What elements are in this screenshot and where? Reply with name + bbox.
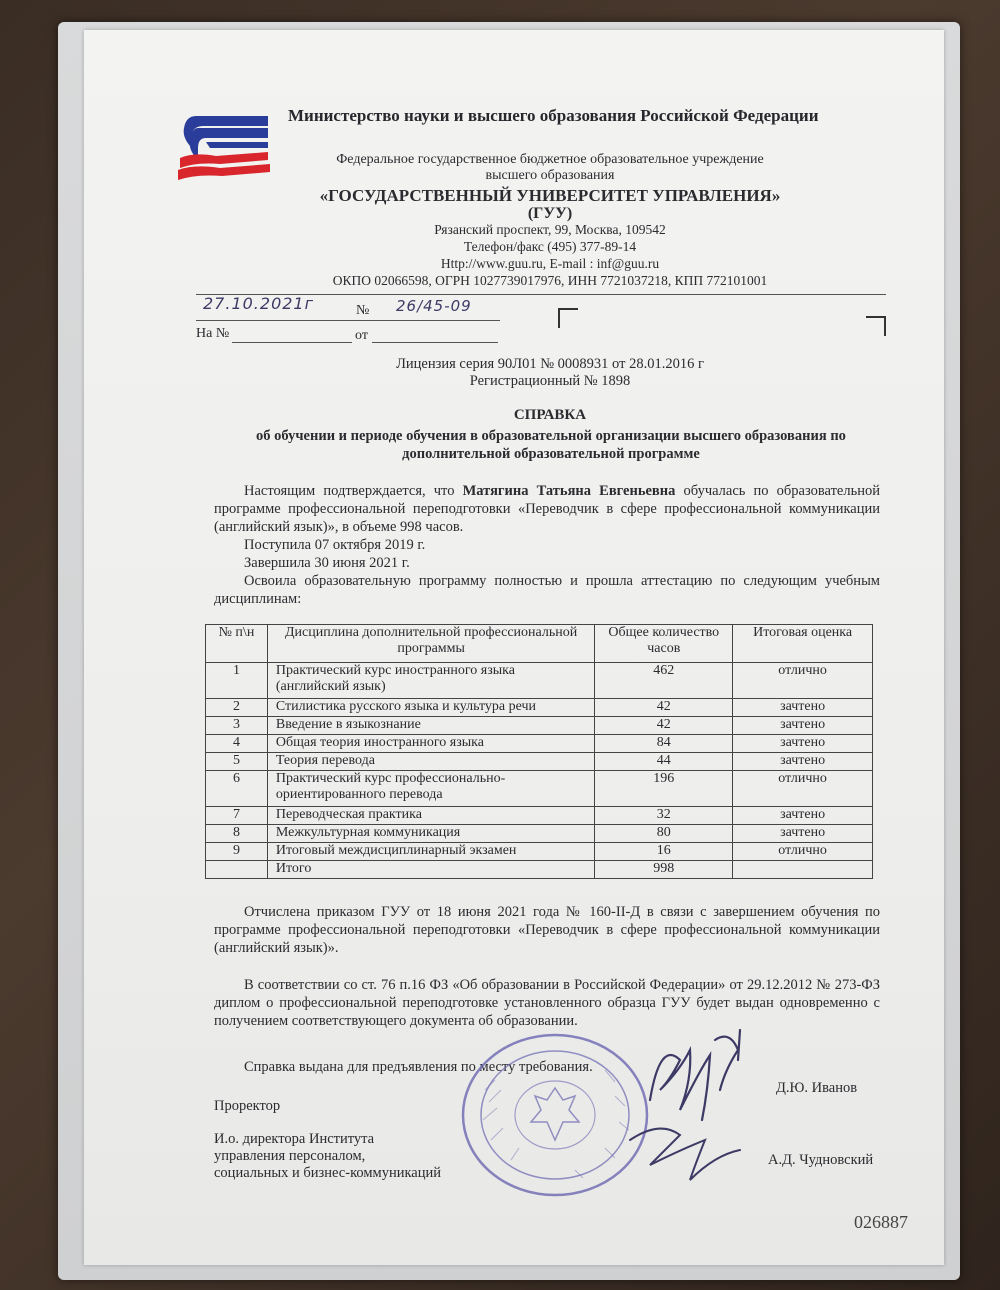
cell-discipline: Общая теория иностранного языка [267,735,594,753]
cell-grade: зачтено [733,699,873,717]
director-title-line1: И.о. директора Института [214,1131,375,1147]
handwritten-number: 26/45-09 [396,297,472,315]
vice-rector-name: Д.Ю. Иванов [776,1080,858,1096]
date-number-underline [196,320,500,321]
institution-type: Федеральное государственное бюджетное образовательное учреждение [336,152,764,167]
registration-line: Регистрационный № 1898 [469,373,631,389]
table-row [206,735,873,753]
ot-underline [372,342,498,343]
intro-text-after: обучалась по образовательной программе профессиональной переподготовки «Переводчик в сфере профессиональной коммуникации (английский язык)», в объеме 998 часов. [214,483,880,535]
cell-discipline: Теория перевода [267,753,594,771]
phone: Телефон/факс (495) 377-89-14 [463,239,637,254]
disciplines-table [205,624,873,879]
na-label: На № [196,326,230,341]
table-row [206,825,873,843]
registration-codes: ОКПО 02066598, ОГРН 1027739017976, ИНН 7721037218, КПП 772101001 [332,273,768,288]
cell-grade: отлично [733,663,873,699]
cell-discipline: Практический курс иностранного языка (английский язык) [267,663,594,699]
cell-grade: отлично [733,843,873,861]
cell-number: 4 [206,735,268,753]
serial-number: 026887 [854,1212,908,1232]
cell-hours: 462 [595,663,733,699]
number-label: № [356,303,370,318]
director-title-line2: управления персоналом, [214,1148,366,1164]
table-row [206,843,873,861]
cell-grade: зачтено [733,753,873,771]
table-row [206,663,873,699]
cell-hours: 16 [595,843,733,861]
address-corner-left [558,308,578,328]
table-row [206,699,873,717]
cell-number: 6 [206,771,268,807]
col-header-number: № п\н [206,625,268,663]
institution-level: высшего образования [485,168,615,183]
cell-discipline: Введение в языкознание [267,717,594,735]
na-underline [232,342,352,343]
document-subtitle: об обучении и периоде обучения в образовательной организации высшего образования по дополнительной образовательной программе [256,428,846,462]
cell-number: 7 [206,807,268,825]
cell-grade [733,861,873,879]
cell-total-hours: 998 [595,861,733,879]
col-header-hours: Общее количество часов [595,625,733,663]
ot-label: от [355,328,368,343]
cell-hours: 32 [595,807,733,825]
document-title: СПРАВКА [513,407,587,423]
cell-number: 1 [206,663,268,699]
ministry-name: Министерство науки и высшего образования Российской Федерации [288,106,819,125]
enrolled-line: Поступила 07 октября 2019 г. [244,537,426,553]
handwritten-date: 27.10.2021г [203,294,315,313]
cell-hours: 44 [595,753,733,771]
address-corner-right [866,316,886,336]
col-header-grade: Итоговая оценка [733,625,873,663]
vice-rector-title: Проректор [214,1098,281,1114]
expelled-paragraph: Отчислена приказом ГУУ от 18 июня 2021 года № 160-II-Д в связи с завершением обучения по программе профессиональной переподготовки «Переводчик в сфере профессиональной коммуникации (английский язык)». [214,904,880,956]
cell-discipline: Итоговый междисциплинарный экзамен [267,843,594,861]
cell-grade: зачтено [733,717,873,735]
director-title [214,1131,441,1182]
cell-grade: зачтено [733,825,873,843]
table-row [206,771,873,807]
intro-paragraph [214,482,880,536]
web-email: Http://www.guu.ru, E-mail : inf@guu.ru [440,256,660,271]
cell-hours: 80 [595,825,733,843]
table-row [206,753,873,771]
diploma-paragraph: В соответствии со ст. 76 п.16 ФЗ «Об образовании в Российской Федерации» от 29.12.2012 № 273-ФЗ диплом о профессиональной переподготовке установленного образца ГУУ будет выдан одновременно с получением соответствующего документа об образовании. [214,977,880,1029]
cell-number: 8 [206,825,268,843]
cell-grade: отлично [733,771,873,807]
cell-hours: 42 [595,717,733,735]
cell-discipline: Межкультурная коммуникация [267,825,594,843]
address: Рязанский проспект, 99, Москва, 109542 [434,222,666,237]
intro-text-before: Настоящим подтверждается, что [244,483,463,499]
cell-hours: 84 [595,735,733,753]
issued-for-line: Справка выдана для предъявления по месту требования. [244,1059,593,1075]
handwritten-signatures [620,1020,780,1220]
director-title-line3: социальных и бизнес-коммуникаций [214,1165,442,1181]
cell-number: 3 [206,717,268,735]
cell-discipline: Переводческая практика [267,807,594,825]
cell-number: 9 [206,843,268,861]
cell-discipline: Практический курс профессионально-ориентированного перевода [267,771,594,807]
table-row [206,717,873,735]
cell-number: 2 [206,699,268,717]
table-row [206,807,873,825]
cell-number [206,861,268,879]
cell-discipline: Стилистика русского языка и культура речи [267,699,594,717]
cell-hours: 196 [595,771,733,807]
col-header-discipline: Дисциплина дополнительной профессиональной программы [267,625,594,663]
cell-number: 5 [206,753,268,771]
license-line: Лицензия серия 90Л01 № 0008931 от 28.01.2016 г [396,356,704,372]
cell-total-label: Итого [267,861,594,879]
mastered-paragraph: Освоила образовательную программу полностью и прошла аттестацию по следующим учебным дисциплинам: [214,573,880,607]
table-total-row [206,861,873,879]
director-name: А.Д. Чудновский [768,1152,874,1168]
completed-line: Завершила 30 июня 2021 г. [244,555,410,571]
university-name: «ГОСУДАРСТВЕННЫЙ УНИВЕРСИТЕТ УПРАВЛЕНИЯ» [319,186,781,205]
cell-grade: зачтено [733,807,873,825]
cell-grade: зачтено [733,735,873,753]
student-name: Матягина Татьяна Евгеньевна [462,483,676,499]
cell-hours: 42 [595,699,733,717]
university-abbreviation: (ГУУ) [527,205,573,222]
